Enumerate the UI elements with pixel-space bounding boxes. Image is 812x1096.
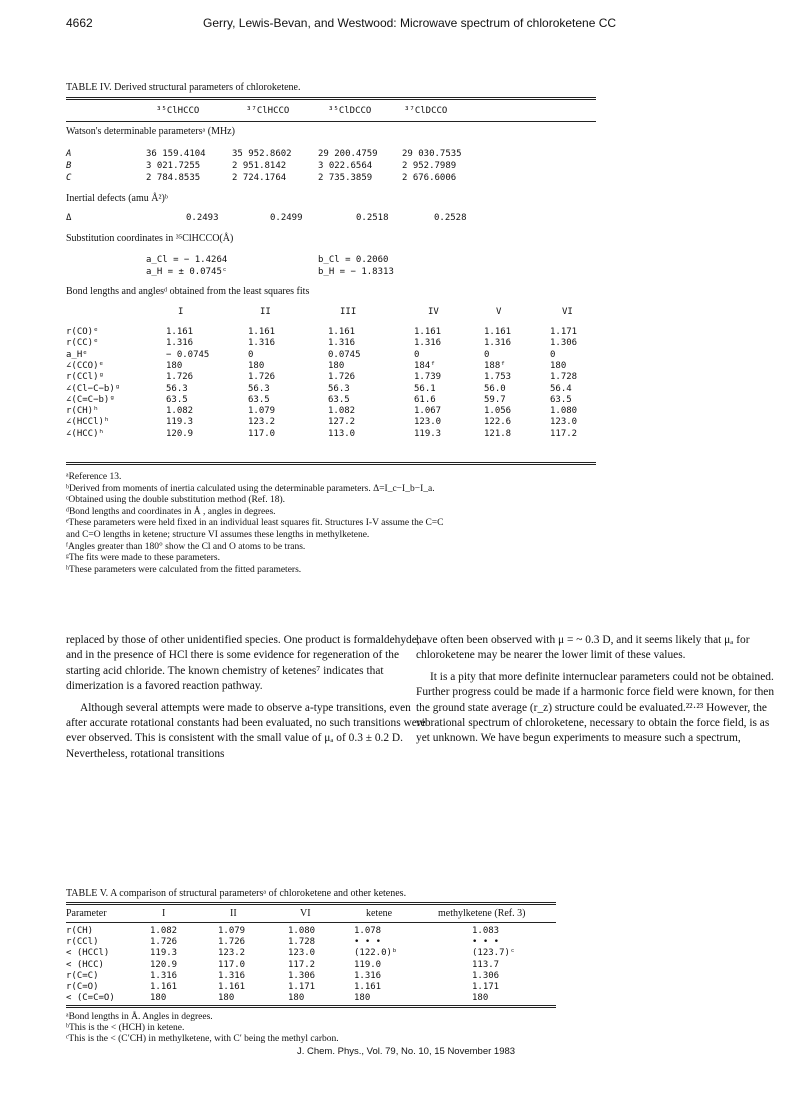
table5-bottom-rule <box>66 1005 556 1008</box>
table4-top-rule <box>66 97 596 100</box>
footnote: ᵃBond lengths in Å. Angles in degrees. <box>66 1012 213 1022</box>
footnote: and C=O lengths in ketene; structure VI assumes these lengths in methylketene. <box>66 530 370 540</box>
table4-col-header: ³⁵ClHCCO <box>156 106 200 116</box>
table4-col-header: ³⁷ClHCCO <box>246 106 290 116</box>
table5-header-rule <box>66 922 556 923</box>
footnote: ᶠAngles greater than 180° show the Cl and O atoms to be trans. <box>66 541 306 552</box>
watson-heading: Watson's determinable parametersᵃ (MHz) <box>66 126 235 137</box>
page-number: 4662 <box>66 16 93 30</box>
table5-top-rule <box>66 902 556 905</box>
paragraph: have often been observed with μ = ~ 0.3 D, and it seems likely that μₐ for chloroketene may be nearer the lower limit of these values. <box>416 634 750 662</box>
footnote: ᵇDerived from moments of inertia calculated using the determinable parameters. Δ=I_c−I_b−I_a. <box>66 483 435 494</box>
footnote: ᵈBond lengths and coordinates in Å , angles in degrees. <box>66 506 276 517</box>
table5-caption: TABLE V. A comparison of structural parametersᵃ of chloroketene and other ketenes. <box>66 888 407 899</box>
inertial-heading: Inertial defects (amu Å²)ᵇ <box>66 193 168 204</box>
fit-heading: Bond lengths and anglesᵈ obtained from the least squares fits <box>66 286 310 297</box>
paragraph: It is a pity that more definite internuclear parameters could not be obtained. Further progress could be made if a harmonic force field were known, for then the ground state average (r_z) structure could be evaluated.²²·²³ However, the vibrational spectrum of chloroketene, necessary to obtain the force field, is as yet unknown. We have begun experiments to measure such a spectrum, <box>416 670 775 745</box>
footnote: ᶜThis is the < (C′CH) in methylketene, with C′ being the methyl carbon. <box>66 1034 339 1044</box>
body-column-left <box>66 633 426 762</box>
paragraph: Although several attempts were made to observe a-type transitions, even after accurate rotational constants had been evaluated, no such transitions were ever observed. This is consistent with the small value of μₐ of 0.3 ± 0.2 D. Nevertheless, rotational transitions <box>66 701 426 760</box>
footnote: ᵉThese parameters were held fixed in an individual least squares fit. Structures I-V assume the C=C <box>66 518 444 529</box>
table4-col-header: ³⁵ClDCCO <box>328 106 372 116</box>
footnote: ʰThese parameters were calculated from the fitted parameters. <box>66 564 302 575</box>
table4-bottom-rule <box>66 462 596 465</box>
running-title: Gerry, Lewis-Bevan, and Westwood: Microwave spectrum of chloroketene CC <box>203 16 617 30</box>
table4-header-rule <box>66 121 596 122</box>
footnote: ᵇThis is the < (HCH) in ketene. <box>66 1023 185 1033</box>
paragraph: replaced by those of other unidentified species. One product is formaldehyde, and in the presence of HCl there is some evidence for regeneration of the starting acid chloride. The known chemistry of ketenes⁷ indicates that dimerization is a favored reaction pathway. <box>66 634 420 693</box>
footnote: ᵃReference 13. <box>66 472 122 482</box>
journal-footer: J. Chem. Phys., Vol. 79, No. 10, 15 November 1983 <box>296 1046 516 1057</box>
table4-col-header: ³⁷ClDCCO <box>404 106 448 116</box>
substitution-heading: Substitution coordinates in ³⁵ClHCCO(Å) <box>66 233 234 244</box>
table4-caption: TABLE IV. Derived structural parameters of chloroketene. <box>66 82 301 93</box>
body-column-right <box>416 633 776 747</box>
footnote: ᶜObtained using the double substitution method (Ref. 18). <box>66 495 286 506</box>
footnote: ᵍThe fits were made to these parameters. <box>66 553 220 564</box>
